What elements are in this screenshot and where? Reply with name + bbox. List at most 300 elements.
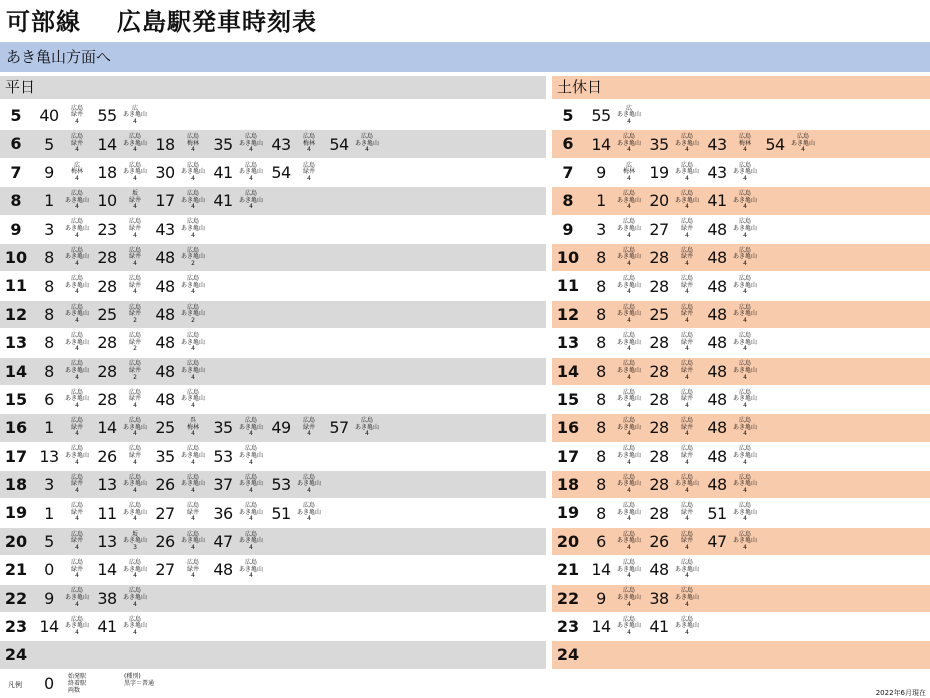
- departure-info: [670, 134, 704, 154]
- weekday-departures: [38, 471, 328, 498]
- car-count: 4: [685, 345, 689, 353]
- origin-station: 広島: [128, 445, 141, 453]
- departure-info: [728, 191, 762, 211]
- car-count: 4: [743, 231, 747, 239]
- weekday-hour-cell: [0, 556, 546, 583]
- car-count: 4: [75, 117, 79, 125]
- origin-station: 広島: [738, 388, 751, 396]
- car-count: 4: [743, 259, 747, 267]
- car-count: 4: [743, 373, 747, 381]
- departure-minute: 1: [44, 418, 54, 438]
- departure: [38, 390, 94, 410]
- departure-info: [60, 163, 94, 183]
- destination-station: 緑井: [128, 281, 141, 289]
- departure-info: [612, 588, 646, 608]
- origin-station: 広島: [70, 388, 83, 396]
- car-count: 4: [75, 345, 79, 353]
- origin-station: 広島: [186, 331, 199, 339]
- departure-info: [612, 532, 646, 552]
- departure-info: [728, 305, 762, 325]
- weekend-header: 土休日: [552, 76, 930, 99]
- departure: [706, 475, 762, 495]
- car-count: 2: [191, 259, 195, 267]
- hour-label: 16: [4, 418, 28, 438]
- weekday-departures: [38, 613, 154, 640]
- timetable-rows: [0, 102, 930, 670]
- hour-label: 17: [4, 446, 28, 466]
- departure: [96, 390, 152, 410]
- departure: [38, 276, 94, 296]
- departure-minute: 36: [213, 503, 233, 523]
- car-count: 4: [685, 288, 689, 296]
- hour-label: 15: [4, 389, 28, 409]
- origin-station: 広島: [360, 133, 373, 141]
- origin-station: 広島: [738, 303, 751, 311]
- weekday-departures: [38, 102, 154, 129]
- departure: [590, 446, 646, 466]
- departure-minute: 51: [271, 503, 291, 523]
- departure-info: [612, 503, 646, 523]
- weekend-hour-cell: [552, 244, 930, 271]
- weekend-departures: [590, 471, 764, 498]
- destination-station: 緑井: [680, 310, 693, 318]
- origin-station: 広島: [244, 161, 257, 169]
- weekend-departures: [590, 301, 764, 328]
- departure-minute: 8: [596, 390, 606, 410]
- departure-minute: 55: [591, 106, 611, 126]
- departure-info: [234, 475, 268, 495]
- departure-info: [176, 560, 210, 580]
- hour-row: [0, 499, 930, 527]
- departure: [154, 418, 210, 438]
- weekend-hour-cell: [552, 130, 930, 157]
- departure-minute: 6: [596, 532, 606, 552]
- destination-station: あき亀山: [64, 452, 89, 460]
- departure-minute: 35: [213, 134, 233, 154]
- departure: [590, 134, 646, 154]
- departure-info: [670, 191, 704, 211]
- destination-station: あき亀山: [122, 565, 147, 573]
- departure-minute: 1: [596, 191, 606, 211]
- departure-info: [118, 446, 152, 466]
- hour-label: 20: [556, 531, 580, 551]
- hour-label: 23: [556, 617, 580, 637]
- car-count: 4: [191, 146, 195, 154]
- destination-station: あき亀山: [732, 452, 757, 460]
- destination-station: あき亀山: [180, 281, 205, 289]
- origin-station: 広島: [738, 530, 751, 538]
- destination-station: 緑井: [70, 423, 83, 431]
- origin-station: 広島: [70, 417, 83, 425]
- destination-station: あき亀山: [180, 168, 205, 176]
- car-count: 4: [685, 600, 689, 608]
- car-count: 4: [75, 515, 79, 523]
- origin-station: 広島: [680, 445, 693, 453]
- departure-info: [728, 134, 762, 154]
- departure-info: [118, 106, 152, 126]
- car-count: 4: [249, 146, 253, 154]
- departure-info: [176, 361, 210, 381]
- weekend-departures: [590, 556, 706, 583]
- destination-station: あき亀山: [616, 281, 641, 289]
- departure-info: [292, 503, 326, 523]
- car-count: 4: [307, 430, 311, 438]
- car-count: 4: [133, 430, 137, 438]
- hour-row: [0, 130, 930, 158]
- car-count: 4: [685, 203, 689, 211]
- departure-info: [60, 248, 94, 268]
- departure: [212, 134, 268, 154]
- origin-station: 広島: [244, 189, 257, 197]
- destination-station: 梅林: [186, 423, 199, 431]
- departure-info: [728, 333, 762, 353]
- origin-station: 広島: [738, 161, 751, 169]
- departure-minute: 28: [649, 390, 669, 410]
- departure-minute: 8: [44, 333, 54, 353]
- car-count: 4: [191, 401, 195, 409]
- departure-info: [118, 305, 152, 325]
- departure-minute: 8: [596, 503, 606, 523]
- departure-minute: 48: [707, 248, 727, 268]
- departure-minute: 48: [707, 446, 727, 466]
- origin-station: 広島: [680, 189, 693, 197]
- departure: [706, 446, 762, 466]
- departure: [154, 276, 210, 296]
- departure-minute: 47: [707, 532, 727, 552]
- car-count: 4: [743, 316, 747, 324]
- destination-station: 緑井: [680, 537, 693, 545]
- origin-station: 広島: [128, 587, 141, 595]
- departure: [96, 588, 152, 608]
- departure-minute: 14: [591, 617, 611, 637]
- origin-station: 広島: [680, 360, 693, 368]
- destination-station: 緑井: [680, 508, 693, 516]
- car-count: 4: [743, 515, 747, 523]
- departure-minute: 48: [155, 390, 175, 410]
- departure-minute: 28: [649, 276, 669, 296]
- origin-station: 広島: [738, 502, 751, 510]
- departure: [270, 503, 326, 523]
- weekend-departures: [590, 329, 764, 356]
- weekday-hour-cell: [0, 329, 546, 356]
- hour-label: 13: [556, 333, 580, 353]
- weekend-departures: [590, 130, 822, 157]
- car-count: 4: [133, 629, 137, 637]
- departure: [154, 248, 210, 268]
- departure-info: [612, 446, 646, 466]
- hour-row: [0, 329, 930, 357]
- hour-label: 6: [562, 134, 574, 154]
- car-count: 4: [133, 401, 137, 409]
- origin-station: 広: [131, 104, 138, 112]
- destination-station: あき亀山: [122, 594, 147, 602]
- destination-station: 緑井: [680, 281, 693, 289]
- weekday-hour-cell: [0, 301, 546, 328]
- destination-station: あき亀山: [296, 508, 321, 516]
- legend-cars: 両数: [68, 687, 81, 694]
- origin-station: 広島: [186, 502, 199, 510]
- departure-minute: 28: [97, 333, 117, 353]
- departure-minute: 8: [596, 248, 606, 268]
- weekend-departures: [590, 187, 764, 214]
- departure-info: [350, 418, 384, 438]
- hour-row: [0, 471, 930, 499]
- destination-station: 緑井: [680, 338, 693, 346]
- hour-label: 12: [4, 304, 28, 324]
- departure-info: [670, 333, 704, 353]
- car-count: 4: [627, 117, 631, 125]
- departure-info: [60, 361, 94, 381]
- origin-station: 広島: [128, 331, 141, 339]
- destination-station: 緑井: [186, 508, 199, 516]
- departure-minute: 48: [155, 304, 175, 324]
- departure-info: [728, 163, 762, 183]
- destination-station: あき亀山: [732, 338, 757, 346]
- car-count: 4: [191, 543, 195, 551]
- departure-minute: 25: [155, 418, 175, 438]
- hour-label: 7: [562, 162, 574, 182]
- departure-minute: 26: [155, 532, 175, 552]
- departure: [96, 560, 152, 580]
- car-count: 4: [685, 543, 689, 551]
- car-count: 4: [75, 572, 79, 580]
- destination-station: 梅林: [186, 139, 199, 147]
- departure-info: [612, 418, 646, 438]
- origin-station: 広島: [302, 133, 315, 141]
- departure-info: [118, 588, 152, 608]
- departure: [706, 503, 762, 523]
- departure: [706, 134, 762, 154]
- destination-station: あき亀山: [238, 565, 263, 573]
- hour-label: 16: [556, 418, 580, 438]
- departure: [590, 532, 646, 552]
- departure-info: [118, 248, 152, 268]
- origin-station: 広島: [680, 587, 693, 595]
- hour-label: 14: [4, 361, 28, 381]
- departure: [96, 617, 152, 637]
- departure-minute: 8: [596, 276, 606, 296]
- departure: [96, 163, 152, 183]
- departure-minute: 9: [44, 588, 54, 608]
- departure-info: [612, 191, 646, 211]
- origin-station: 広島: [186, 161, 199, 169]
- weekday-hour-cell: [0, 471, 546, 498]
- departure: [38, 418, 94, 438]
- departure-minute: 14: [591, 134, 611, 154]
- departure-info: [670, 276, 704, 296]
- car-count: 4: [133, 146, 137, 154]
- departure-info: [670, 446, 704, 466]
- departure-info: [728, 503, 762, 523]
- car-count: 4: [191, 458, 195, 466]
- departure: [590, 361, 646, 381]
- departure: [590, 219, 646, 239]
- origin-station: 広島: [680, 275, 693, 283]
- destination-station: あき亀山: [180, 224, 205, 232]
- car-count: 4: [307, 487, 311, 495]
- origin-station: 広島: [680, 417, 693, 425]
- departure-info: [670, 617, 704, 637]
- departure-minute: 11: [97, 503, 117, 523]
- departure: [706, 305, 762, 325]
- departure-minute: 28: [97, 390, 117, 410]
- car-count: 2: [191, 316, 195, 324]
- destination-station: あき亀山: [180, 480, 205, 488]
- destination-station: あき亀山: [354, 423, 379, 431]
- destination-station: あき亀山: [64, 253, 89, 261]
- hour-label: 13: [4, 333, 28, 353]
- departure: [212, 532, 268, 552]
- departure: [96, 475, 152, 495]
- weekend-hour-cell: [552, 471, 930, 498]
- destination-station: あき亀山: [732, 310, 757, 318]
- departure-minute: 25: [649, 304, 669, 324]
- origin-station: 広島: [302, 502, 315, 510]
- departure-info: [60, 333, 94, 353]
- departure: [38, 248, 94, 268]
- departure: [212, 503, 268, 523]
- departure-info: [118, 617, 152, 637]
- departure-minute: 35: [155, 446, 175, 466]
- origin-station: 坂: [131, 530, 138, 538]
- departure: [648, 617, 704, 637]
- hour-label: 8: [562, 191, 574, 211]
- car-count: 4: [627, 146, 631, 154]
- origin-station: 広島: [244, 530, 257, 538]
- weekend-hour-cell: [552, 301, 930, 328]
- car-count: 4: [685, 316, 689, 324]
- departure-info: [60, 134, 94, 154]
- origin-station: 広島: [128, 502, 141, 510]
- destination-station: あき亀山: [616, 111, 641, 119]
- destination-station: あき亀山: [616, 565, 641, 573]
- weekday-departures: [38, 216, 212, 243]
- origin-station: 広島: [186, 388, 199, 396]
- destination-station: 梅林: [738, 139, 751, 147]
- departure-minute: 9: [596, 162, 606, 182]
- car-count: 4: [75, 458, 79, 466]
- car-count: 4: [743, 174, 747, 182]
- departure: [764, 134, 820, 154]
- departure-info: [234, 163, 268, 183]
- destination-station: あき亀山: [674, 480, 699, 488]
- destination-station: あき亀山: [64, 338, 89, 346]
- destination-station: あき亀山: [732, 253, 757, 261]
- car-count: 4: [685, 259, 689, 267]
- departure: [270, 163, 326, 183]
- departure: [590, 560, 646, 580]
- departure-info: [118, 134, 152, 154]
- departure-info: [176, 333, 210, 353]
- departure-minute: 48: [649, 560, 669, 580]
- origin-station: 広島: [622, 473, 635, 481]
- car-count: 4: [627, 458, 631, 466]
- car-count: 4: [249, 572, 253, 580]
- departure-minute: 43: [271, 134, 291, 154]
- car-count: 4: [627, 487, 631, 495]
- weekday-hour-cell: [0, 641, 546, 668]
- hour-row: [0, 244, 930, 272]
- car-count: 4: [133, 515, 137, 523]
- destination-station: 緑井: [302, 423, 315, 431]
- origin-station: 広島: [302, 417, 315, 425]
- departure: [38, 191, 94, 211]
- destination-station: あき亀山: [238, 139, 263, 147]
- destination-station: あき亀山: [616, 537, 641, 545]
- car-count: 4: [191, 288, 195, 296]
- departure: [590, 106, 646, 126]
- origin-station: 広島: [70, 104, 83, 112]
- departure-minute: 54: [765, 134, 785, 154]
- departure-info: [728, 390, 762, 410]
- departure-minute: 8: [44, 276, 54, 296]
- hour-label: 12: [556, 304, 580, 324]
- origin-station: 広島: [738, 473, 751, 481]
- hour-label: 9: [562, 219, 574, 239]
- weekend-hour-cell: [552, 216, 930, 243]
- destination-station: あき亀山: [122, 168, 147, 176]
- hour-label: 9: [10, 219, 22, 239]
- hour-label: 8: [10, 191, 22, 211]
- departure-minute: 38: [97, 588, 117, 608]
- origin-station: 広島: [622, 360, 635, 368]
- departure: [270, 475, 326, 495]
- destination-station: あき亀山: [616, 423, 641, 431]
- origin-station: 広島: [302, 161, 315, 169]
- legend-sample-minute: 0: [44, 674, 55, 693]
- destination-station: あき亀山: [64, 395, 89, 403]
- departure-info: [786, 134, 820, 154]
- weekend-hour-cell: [552, 528, 930, 555]
- legend-kind-label: (種別): [124, 673, 141, 680]
- hour-row: [0, 613, 930, 641]
- destination-station: あき亀山: [732, 168, 757, 176]
- weekday-hour-cell: [0, 585, 546, 612]
- departure-minute: 8: [596, 446, 606, 466]
- origin-station: 広島: [622, 559, 635, 567]
- origin-station: 広島: [244, 473, 257, 481]
- origin-station: 広島: [622, 615, 635, 623]
- departure-minute: 55: [97, 106, 117, 126]
- departure-minute: 26: [97, 446, 117, 466]
- car-count: 4: [133, 174, 137, 182]
- weekend-hour-cell: [552, 585, 930, 612]
- departure: [96, 219, 152, 239]
- car-count: 4: [627, 316, 631, 324]
- departure-minute: 48: [707, 475, 727, 495]
- departure-minute: 8: [596, 475, 606, 495]
- origin-station: 広島: [128, 559, 141, 567]
- departure: [38, 503, 94, 523]
- departure-minute: 3: [596, 219, 606, 239]
- departure-info: [118, 418, 152, 438]
- departure-minute: 20: [649, 191, 669, 211]
- car-count: 4: [627, 430, 631, 438]
- weekend-departures: [590, 414, 764, 441]
- departure: [648, 163, 704, 183]
- destination-station: あき亀山: [238, 168, 263, 176]
- weekend-hour-cell: [552, 187, 930, 214]
- departure-info: [176, 446, 210, 466]
- car-count: 4: [627, 543, 631, 551]
- weekend-departures: [590, 499, 764, 526]
- car-count: 4: [627, 288, 631, 296]
- departure-minute: 5: [44, 134, 54, 154]
- departure: [328, 418, 384, 438]
- car-count: 4: [191, 515, 195, 523]
- departure: [648, 532, 704, 552]
- legend-terminus: 終着駅: [68, 680, 87, 687]
